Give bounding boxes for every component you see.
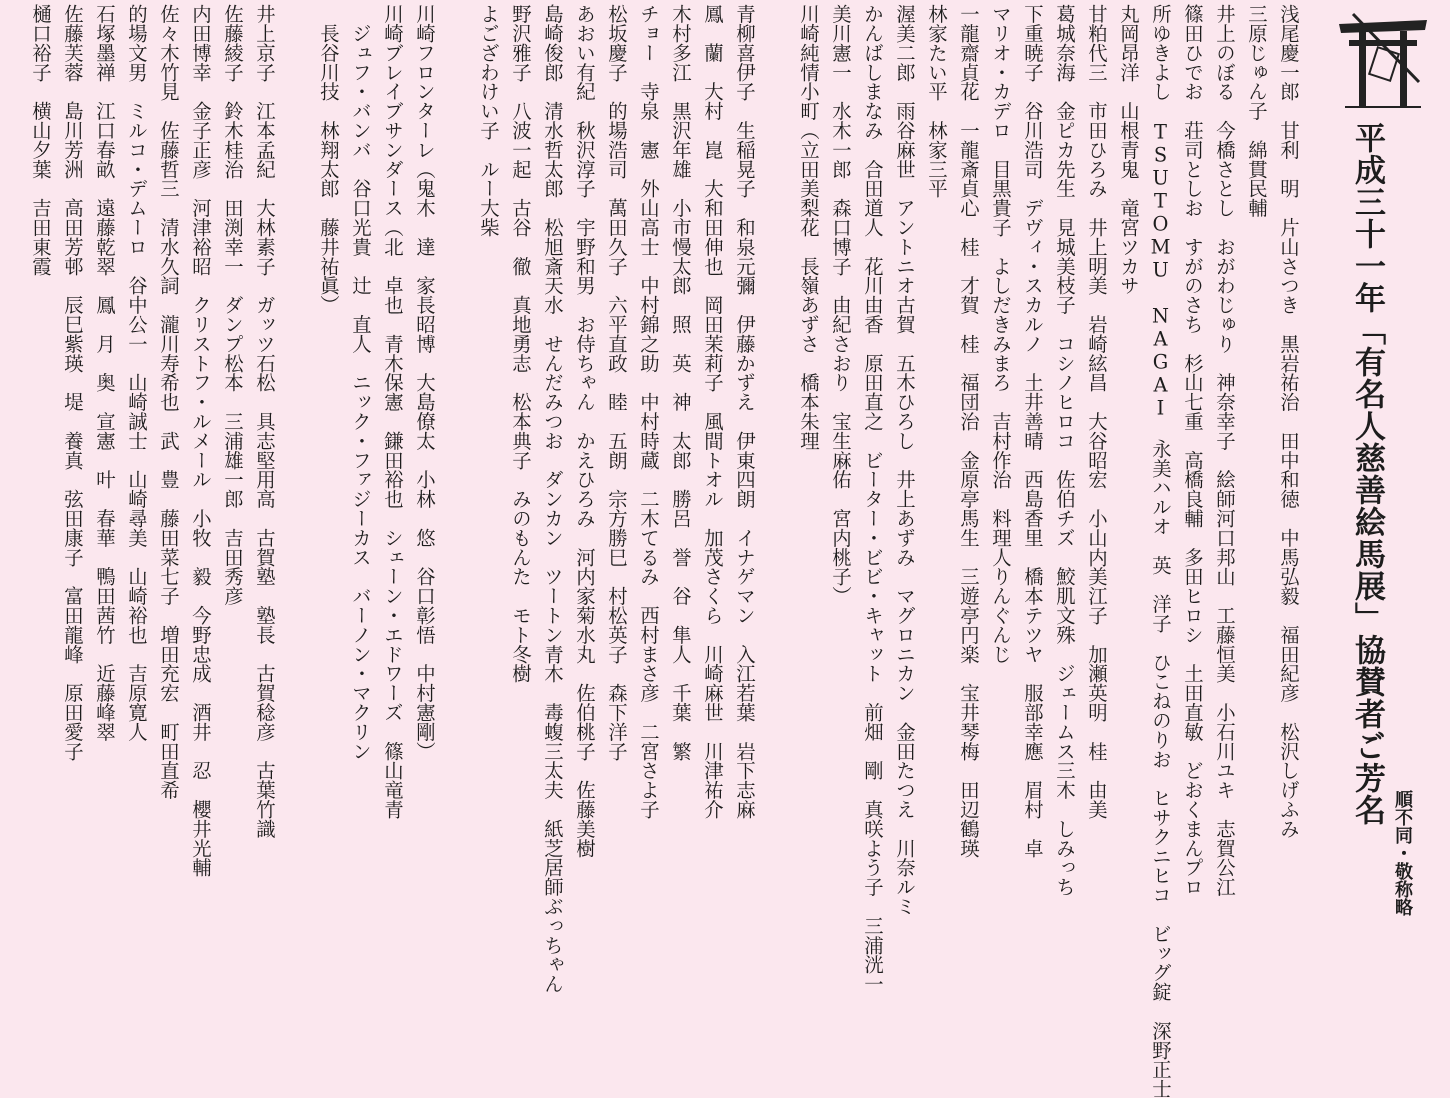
order-note: 順不同・敬称略 [1392, 790, 1413, 916]
sponsor-column: 川崎純情小町（立田美梨花 長嶺あずさ 橋本朱理 [797, 4, 820, 451]
sponsor-column: マリオ・カデロ 目黒貴子 よしだきみまろ 吉村作治 料理人りんぐんじ [989, 4, 1012, 664]
sponsor-column: 葛城奈海 金ピカ先生 見城美枝子 コシノヒロコ 佐伯チズ 鮫肌文殊 ジェームス三木 しみっち [1053, 4, 1076, 897]
sponsor-columns [29, 0, 1330, 1098]
sponsor-column: 下重暁子 谷川浩司 デヴィ・スカルノ 土井善晴 西島香里 橋本テツヤ 服部幸應 眉村 卓 [1021, 4, 1044, 858]
sponsor-column [760, 4, 792, 930]
sponsor-column: 浅尾慶一郎 甘利 明 片山さつき 黒岩祐治 田中和徳 中馬弘毅 福田紀彦 松沢しげふみ [1277, 4, 1300, 839]
sponsor-column: 井上のぼる 今橋さとし おがわじゅり 神奈幸子 絵師河口邦山 工藤恒美 小石川ユキ 志賀公江 [1213, 4, 1236, 897]
sponsor-column: 樋口裕子 横山夕葉 吉田東霞 [29, 4, 52, 276]
sponsor-column: 一龍齋貞花 一龍斎貞心 桂 才賀 桂 福団治 金原亭馬生 三遊亭円楽 宝井琴梅 田辺鶴瑛 [957, 4, 980, 858]
sponsor-column [440, 4, 472, 930]
sponsor-column: 佐藤綾子 鈴木桂治 田渕幸一 ダンプ松本 三浦雄一郎 吉田秀彦 [221, 4, 244, 606]
sponsor-column: 佐々木竹見 佐藤哲三 清水久詞 瀧川寿希也 武 豊 藤田菜七子 増田充宏 町田直希 [157, 4, 180, 800]
sponsor-column: かんばしまなみ 合田道人 花川由香 原田直之 ビーター・ビビ・キャット 前畑 剛 真咲よう子 三浦洸一 [861, 4, 884, 994]
sponsor-column: ジュフ・バンバ 谷口光貴 辻 直人 ニック・ファジーカス バーノン・マクリン [349, 4, 372, 761]
sponsor-column: 鳳 蘭 大村 崑 大和田伸也 岡田茉莉子 風間トオル 加茂さくら 川崎麻世 川津祐介 [701, 4, 724, 819]
sponsor-column: 内田博幸 金子正彦 河津裕昭 クリストフ・ルメール 小牧 毅 今野忠成 酒井 忍 櫻井光輔 [189, 4, 212, 877]
sponsor-column: 川崎ブレイブサンダース（北 卓也 青木保憲 鎌田裕也 シェーン・エドワーズ 篠山竜青 [381, 4, 404, 819]
sponsor-column: よござわけい子 ルー大柴 [477, 4, 500, 237]
sponsor-column: 丸岡昂洋 山根青鬼 竜宮ツカサ [1117, 4, 1140, 295]
sponsor-column: 美川憲一 水木一郎 森口博子 由紀さおり 宝生麻佑 宮内桃子） [829, 4, 852, 606]
sponsor-column: 川崎フロンターレ（鬼木 達 家長昭博 大島僚太 小林 悠 谷口彰悟 中村憲剛） [413, 4, 436, 761]
sponsor-column: 篠田ひでお 荘司としお すがのさち 杉山七重 高橋良輔 多田ヒロシ 土田直敏 どおくまんプロ [1181, 4, 1204, 897]
sponsor-column: 井上京子 江本孟紀 大林素子 ガッツ石松 具志堅用高 古賀塾 塾長 古賀稔彦 古葉竹識 [253, 4, 276, 839]
sponsor-column: チョー 寺泉 憲 外山高士 中村錦之助 中村時蔵 二木てるみ 西村まさ彦 二宮さよ子 [637, 4, 660, 819]
sponsor-column: 松坂慶子 的場浩司 萬田久子 六平直政 睦 五朗 宗方勝巳 村松英子 森下洋子 [605, 4, 628, 761]
torii-gate-icon [1335, 10, 1431, 110]
sponsor-column: 的場文男 ミルコ・デムーロ 谷中公一 山崎誠士 山崎尋美 山崎裕也 吉原寛人 [125, 4, 148, 742]
document-title: 平成三十一年「有名人慈善絵馬展」協賛者ご芳名 [1349, 122, 1385, 826]
sponsor-column: あおい有紀 秋沢淳子 宇野和男 お侍ちゃん かえひろみ 河内家菊水丸 佐伯桃子 佐藤美樹 [573, 4, 596, 858]
sponsor-column: 島崎俊郎 清水哲太郎 松旭斎天水 せんだみつお ダンカン ツートン青木 毒蝮三太夫 紙芝居師ぶっちゃん [541, 4, 564, 994]
sponsor-column: 石塚墨禅 江口春畝 遠藤乾翠 鳳 月 奥 宣憲 叶 春華 鴨田茜竹 近藤峰翠 [93, 4, 116, 742]
sponsor-column: 三原じゅん子 綿貫民輔 [1245, 4, 1268, 218]
sponsor-column: 佐藤芙蓉 島川芳洲 高田芳邨 辰巳紫瑛 堤 養真 弦田康子 富田龍峰 原田愛子 [61, 4, 84, 761]
sponsor-column: 長谷川技 林翔太郎 藤井祐眞） [317, 4, 340, 315]
sponsor-column: 青柳喜伊子 生稲晃子 和泉元彌 伊藤かずえ 伊東四朗 イナゲマン 入江若葉 岩下志麻 [733, 4, 756, 819]
sponsor-column: 林家たい平 林家三平 [925, 4, 948, 198]
sponsor-column: 甘粕代三 市田ひろみ 井上明美 岩崎絃昌 大谷昭宏 小山内美江子 加瀬英明 桂 由美 [1085, 4, 1108, 819]
sponsor-column: 渥美二郎 雨谷麻世 アントニオ古賀 五木ひろし 井上あずみ マグロニカン 金田たつえ 川奈ルミ [893, 4, 916, 916]
sponsor-column: 野沢雅子 八波一起 古谷 徹 真地勇志 松本典子 みのもんた モト冬樹 [509, 4, 532, 683]
sponsor-column: 所ゆきよし TSUTOMU NAGAI 永美ハルオ 英 洋子 ひこねのりお ヒサクニヒコ ビッグ錠 深野正士 [1149, 4, 1172, 1098]
sponsor-column: 木村多江 黒沢年雄 小市慢太郎 照 英 神 太郎 勝呂 誉 谷 隼人 千葉 繁 [669, 4, 692, 761]
sponsor-column [280, 4, 312, 930]
